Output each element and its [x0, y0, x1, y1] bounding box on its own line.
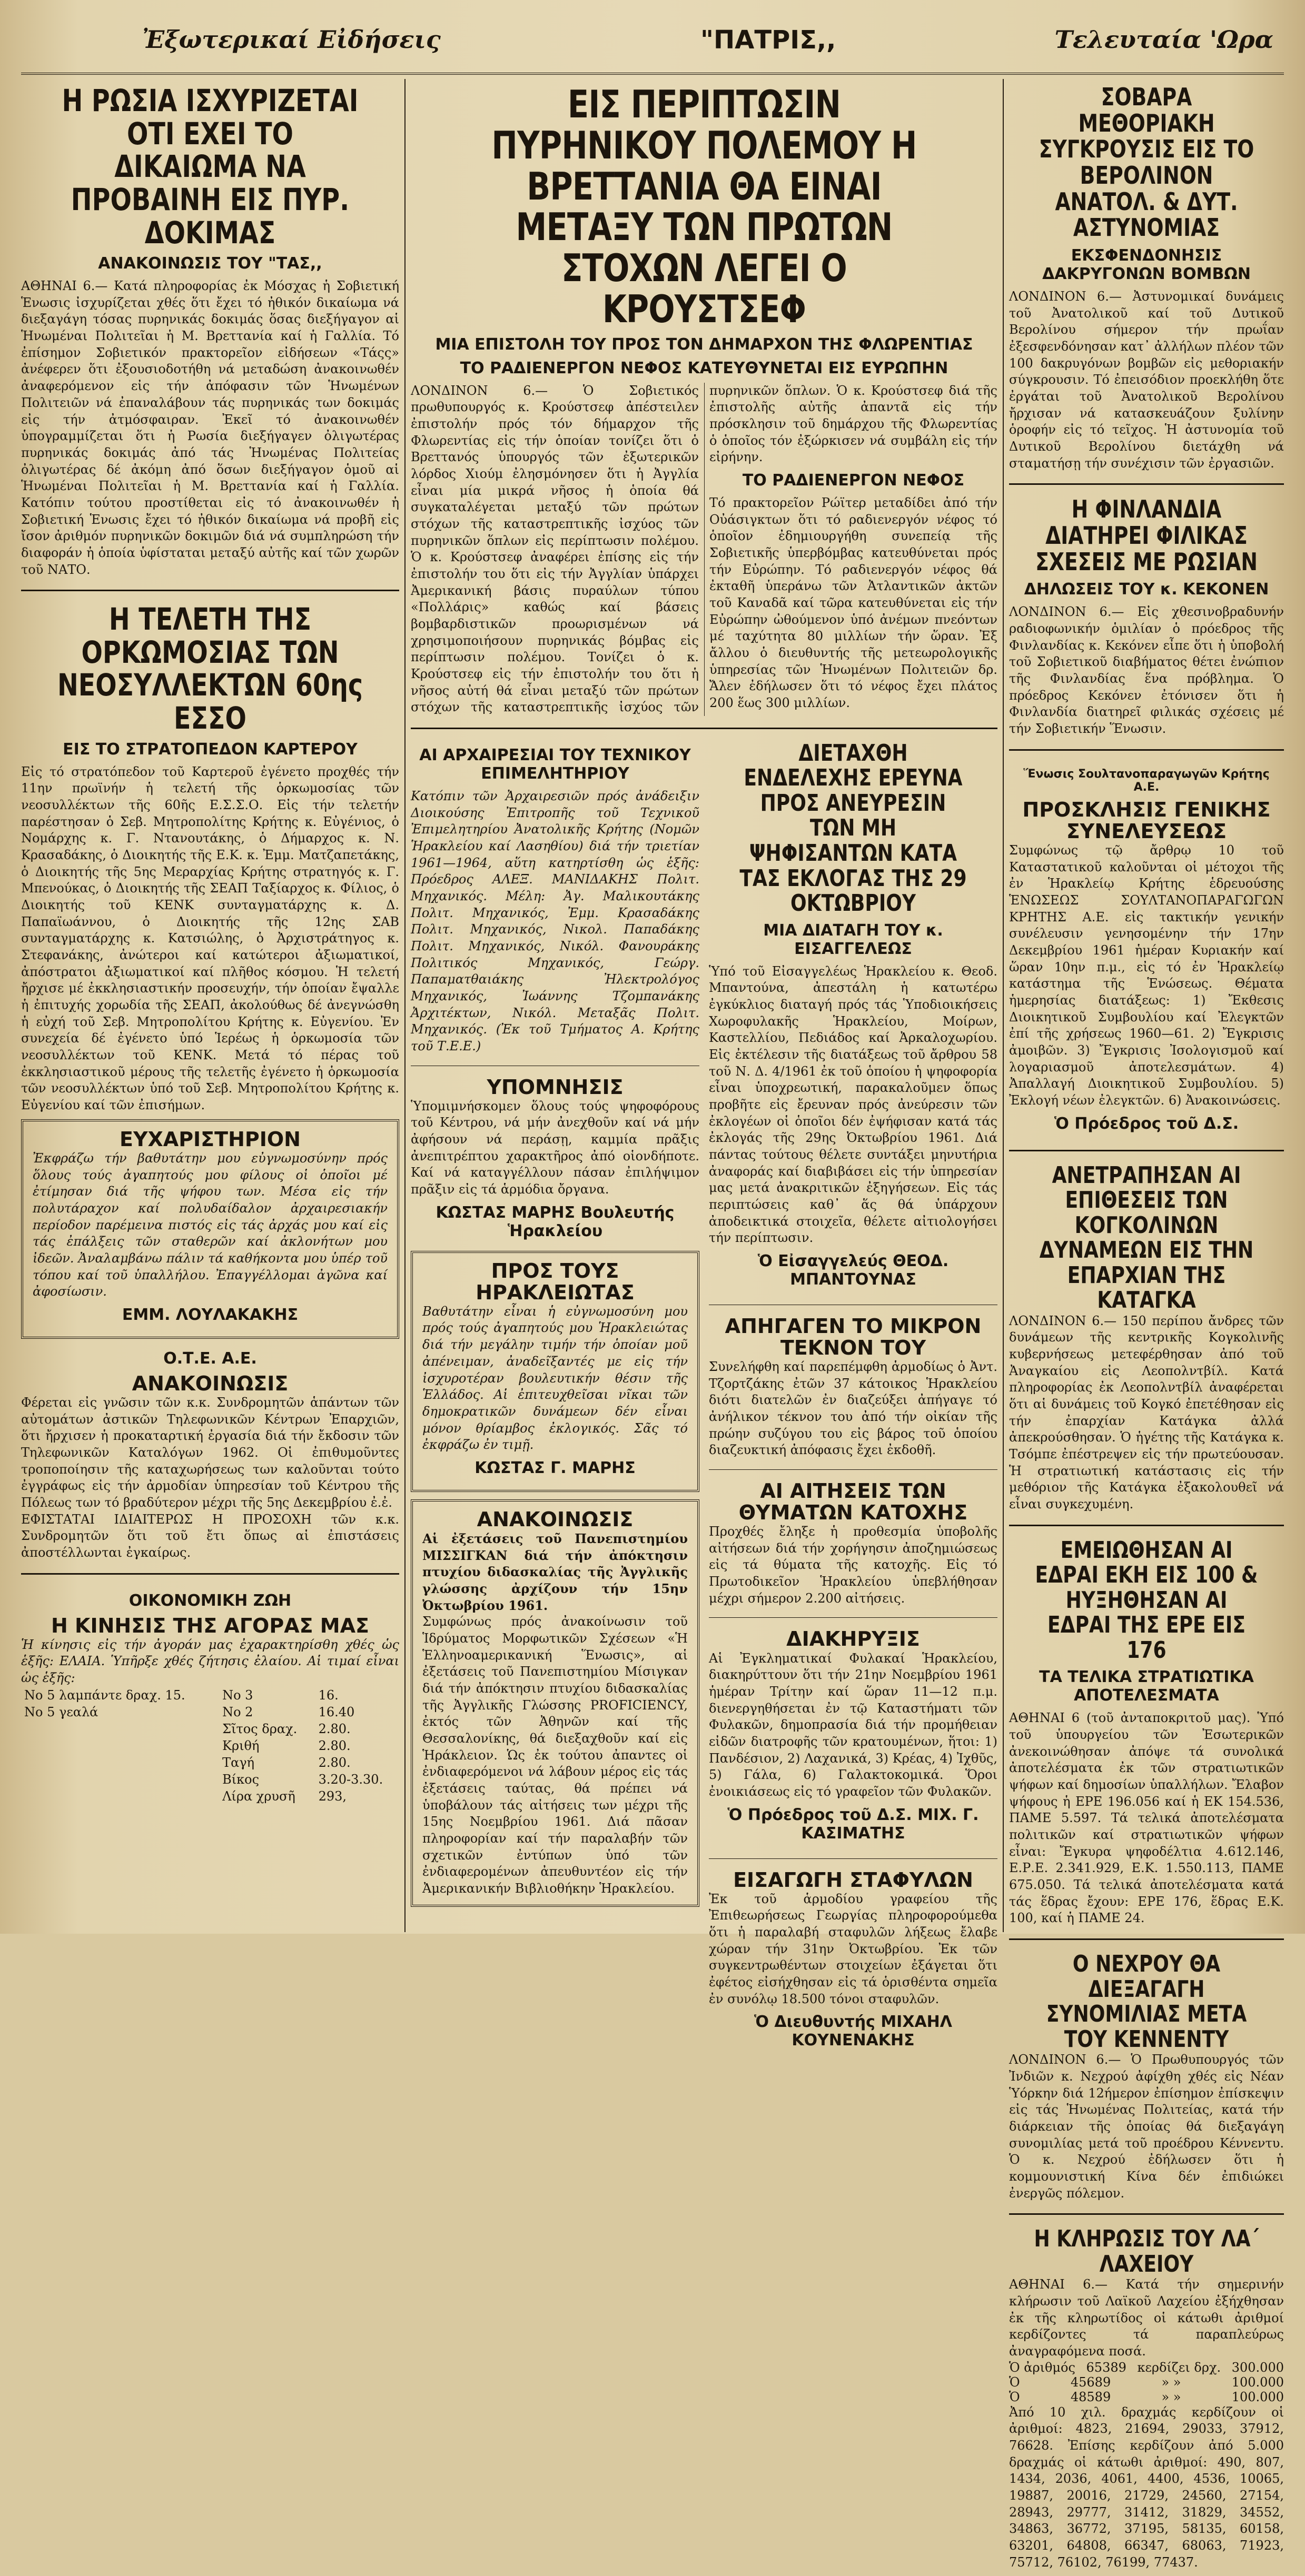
headline: ΑΝΑΚΟΙΝΩΣΙΣ: [132, 1371, 289, 1395]
lottery-cell: Ὁ ἀριθμός: [1009, 2360, 1075, 2375]
lottery-row: [1009, 2360, 1284, 2375]
lottery-row: [1009, 2375, 1284, 2390]
market-cell: No 5 λαμπάντε δραχ. 15.: [24, 1687, 185, 1703]
subheadline: ΔΗΛΩΣΕΙΣ ΤΟΥ κ. ΚΕΚΟΝΕΝ: [1024, 580, 1269, 599]
market-cell: Κριθή: [222, 1738, 260, 1753]
lottery-cell: 100.000: [1231, 2374, 1284, 2390]
article-victims: [709, 1475, 997, 1612]
article-body: ΛΟΝΔΙΝΟΝ 6.— Ὁ Πρωθυπουργός τῶν Ἰνδιῶν κ. Νεχρού ἀφίχθη χθές εἰς Νέαν Ὑόρκην διά 12ήμερον ἐπίσημον ἐπίσκεψιν εἰς τάς Ἡνωμένας Πολιτείας, κατά τήν διάρκειαν τῆς ὁποίας θά διεξαγάγη συνομιλίας μετά τοῦ προέδρου Κέννεντυ. Ὁ κ. Νεχρού ἐδήλωσεν ὅτι ἡ κομμουνιστική Κίνα δέν ἐπιδιώκει ἐνεργῶς πόλεμον.: [1009, 2052, 1284, 2201]
article-body: ΑΘΗΝΑΙ 6.— Κατά πληροφορίας ἐκ Μόσχας ἡ Σοβιετική Ἑνωσις ἰσχυρίζεται χθές ὅτι ἔχει τό ἠθικόν δικαίωμα νά διεξαγάγη τόσας πυρηνικάς δοκιμάς ὅσας διεξήγαγον αἱ Ἡνωμέναι Πολιτεῖαι ἡ Μ. Βρεττανία καί ἡ Γαλλία. Τό ἐπίσημον Σοβιετικόν πρακτορεῖον εἰδήσεων «Τάςς» ἀνέφερεν ὅτι ἐξουσιοδοτήθη νά μεταδώση ἀνακοινωθέν ἀναφερόμενον εἰς τήν ἀπόφασιν τῶν Ἡνωμένων Πολιτειῶν νά ἐπαναλάβουν τάς πυρηνικάς των δοκιμάς εἰς τήν ἀτμόσφαιραν. Ἐκεῖ τό ἀνακοινωθέν ὑπογραμμίζεται ὅτι ἡ Ρωσία διεξήγαγεν ὀλιγωτέρας πυρηνικάς δοκιμάς ἀπό τάς Ἡνωμένας Πολιτείας ὀλιγωτέρας δέ ἀκόμη ἀπό ὅσων διεξήγαγον ὁμοῦ αἱ Ἡνωμέναι Πολιτεῖαι ἡ Μ. Βρεττανία καί ἡ Γαλλία. Κατόπιν τούτου προστίθεται εἰς τό ἀνακοινωθέν ἡ Σοβιετική Ἑνωσις ἔχει τό ἠθικόν δικαίωμα νά προβῆ εἰς ἴσον ἀριθμόν πυρηνικῶν δοκιμῶν διά νά συμπληρώση τήν διαφοράν ἡ ὁποία ὑφίσταται μεταξύ αὐτῆς καί τῶν χωρῶν τοῦ ΝΑΤΟ.: [21, 279, 399, 577]
headline: Ο ΝΕΧΡΟΥ ΘΑ ΔΙΕΞΑΓΑΓΗ ΣΥΝΟΜΙΛΙΑΣ ΜΕΤΑ ΤΟΥ ΚΕΝΝΕΝΤΥ: [1046, 1951, 1247, 2053]
article-diakirixis: [709, 1623, 997, 1853]
article-russia: [21, 79, 399, 583]
inner-headline: ΤΟ ΡΑΔΙΕΝΕΡΓΟΝ ΝΕΦΟΣ: [742, 471, 965, 490]
signature: Ὁ Εἰσαγγελεύς ΘΕΟΔ. ΜΠΑΝΤΟΥΝΑΣ: [757, 1251, 949, 1289]
lottery-cell: 45689: [1070, 2374, 1111, 2390]
headline: ΕΙΣΑΓΩΓΗ ΣΤΑΦΥΛΩΝ: [733, 1868, 973, 1892]
lottery-cell: 48589: [1070, 2389, 1111, 2404]
lottery-results: [1009, 2360, 1284, 2404]
notice-subtitle: Αἱ ἐξετάσεις τοῦ Πανεπιστημίου ΜΙΣΣΙΓΚΑΝ διά τήν ἀπόκτησιν πτυχίου διδασκαλίας τῆς Ἀγγλικῆς γλώσσης ἀρχίζουν τήν 15ην Ὀκτωβρίου 1961.: [422, 1530, 688, 1613]
subheadline: ΑΝΑΚΟΙΝΩΣΙΣ ΤΟΥ "ΤΑΣ,,: [98, 254, 322, 273]
section-label-foreign-news: Ἐξωτερικαί Εἰδήσεις: [142, 25, 441, 54]
article-investigation: [709, 735, 997, 1299]
article-body: Ὑπό τοῦ Εἰσαγγελέως Ἡρακλείου κ. Θεοδ. Μπαντούνα, ἀπεστάλη ἡ κατωτέρω ἐγκύκλιος διαταγή πρός τάς Ὑποδιοικήσεις Χωροφυλακῆς Ἡρακλείου, Μοίρων, Καστελλίου, Πεδιάδος καί Ἀρκαλοχωρίου. Εἰς ἐκτέλεσιν τῆς διατάξεως τοῦ ἄρθρου 58 τοῦ Ν. Δ. 4/1961 ἐκ τοῦ ὁποίου ἡ ψηφοφορία εἶναι ὑποχρεωτική, παρακαλοῦμεν ὅπως προβῆτε εἰς ἔρευναν πρός ἀνεύρεσιν τῶν ἐκλογέων οἱ ὁποῖοι δέν ἐψήφισαν κατά τάς ἐκλογάς τῆς 29ης Ὀκτωβρίου 1961. Διά πάντας τούτους θέλετε συντάξει μηνυτήρια ἀναφοράς καί διαβιβάσει εἰς τήν ὑπηρεσίαν μας μετά ἀνακριτικῶν ἐξηγήσεων. Εἰς τάς περιπτώσεις καθ᾽ ἅς θά ὑπάρχουν ἀποδεικτικά στοιχεῖα, θέλετε αἰτιολογήσει τήν περίπτωσιν.: [709, 963, 997, 1246]
notice-heraklion: [411, 1251, 699, 1492]
article-election: [1009, 1533, 1284, 1932]
notice-michigan: [411, 1499, 699, 1907]
article-body: Συμφώνως τῷ ἄρθρῳ 10 τοῦ Καταστατικοῦ καλοῦνται οἱ μέτοχοι τῆς ἐν Ἡρακλείῳ Κρήτης ἑδρευούσης ἙΝΩΣΕΩΣ ΣΟΥΛΤΑΝΟΠΑΡΑΓΩΓΩΝ ΚΡΗΤΗΣ Α.Ε. εἰς τακτικήν γενικήν συνέλευσιν γενησομένην τήν 17ην Δεκεμβρίου 1961 ἡμέραν Κυριακήν καί ὥραν 10ην π.μ., εἰς τό ἐν Ἡρακλείῳ κατάστημα τῆς Ἑνώσεως. Θέματα ἡμερησίας διατάξεως: 1) Ἔκθεσις Διοικητικοῦ Συμβουλίου καί Ἐλεγκτῶν ἐπί τῆς χρήσεως 1960—61. 2) Ἔγκρισις ἀμοιβῶν. 3) Ἔγκρισις Ἰσολογισμοῦ καί λογαριασμοῦ ἀποτελεσμάτων. 4) Ἀπαλλαγή Διοικητικοῦ Συμβουλίου. 5) Ἐκλογή νέων ἐλεγκτῶν. 6) Ἀνακοινώσεις.: [1009, 842, 1284, 1108]
market-cell: [21, 1788, 219, 1805]
subheadline: ΜΙΑ ΔΙΑΤΑΓΗ ΤΟΥ κ. ΕΙΣΑΓΓΕΛΕΩΣ: [763, 921, 943, 958]
divider: [1009, 2213, 1284, 2215]
divider: [21, 1573, 399, 1575]
market-cell: 16.40: [318, 1704, 355, 1719]
subheadline: ΤΟ ΡΑΔΙΕΝΕΡΓΟΝ ΝΕΦΟΣ ΚΑΤΕΥΘΥΝΕΤΑΙ ΕΙΣ ΕΥΡΩΠΗΝ: [460, 359, 948, 377]
lottery-cell: κερδίζει δρχ.: [1137, 2360, 1221, 2375]
lottery-cell: 300.000: [1231, 2360, 1284, 2375]
column-divider: [404, 79, 406, 1932]
market-cell: Σῖτος δραχ.: [222, 1721, 298, 1736]
market-cell: 293,: [318, 1788, 347, 1804]
section-title: ΟΙΚΟΝΟΜΙΚΗ ΖΩΗ: [128, 1591, 292, 1610]
notice-title: ΕΥΧΑΡΙΣΤΗΡΙΟΝ: [120, 1127, 301, 1151]
market-cell: 2.80.: [318, 1738, 351, 1753]
article-body: ΛΟΝΔΙΝΟΝ 6.— Εἰς χθεσινοβραδυνήν ραδιοφωνικήν ὁμιλίαν ὁ πρόεδρος τῆς Φινλανδίας κ. Κεκόνεν εἶπε ὅτι ἡ ὑποβολή τοῦ Σοβιετικοῦ διαβήματος θέτει ἐνώπιον τῆς Φινλανδίας ἕνα πρόβλημα. Ὁ πρόεδρος Κεκόνεν ἐτόνισεν ὅτι ἡ Φινλανδία διατηρεῖ φιλικάς σχέσεις μέ τήν Σοβιετικήν Ἕνωσιν.: [1009, 604, 1284, 737]
article-council: [411, 735, 699, 1060]
market-row: [21, 1720, 399, 1737]
notice-title: ΠΡΟΣ ΤΟΥΣ ΗΡΑΚΛΕΙΩΤΑΣ: [476, 1259, 635, 1304]
market-cell: Ταγή: [222, 1755, 255, 1770]
article-body: Προχθές ἔληξε ἡ προθεσμία ὑποβολῆς αἰτήσεων διά τήν χορήγησιν ἀποζημιώσεως εἰς τά θύματα τῆς κατοχῆς. Εἰς τό Πρωτοδικεῖον Ἡρακλείου ὑπεβλήθησαν μέχρι σήμερον 2.200 αἰτήσεις.: [709, 1524, 997, 1606]
market-cell: No 5 γεαλά: [24, 1704, 98, 1719]
article-body: Ὑπομιμνήσκομεν ὅλους τούς ψηφοφόρους τοῦ Κέντρου, νά μήν ἀνεχθοῦν καί νά μήν ἀφήσουν νά περάσῃ, καμμία πρᾶξις ἀνεπιτρέπτου χαρακτῆρος ἀπό οἱονδήποτε. Καί νά καταγγέλλουν πάσαν ἐπιλήψιμον πρᾶξιν εἰς τά ἁρμόδια ὄργανα.: [411, 1098, 699, 1197]
lottery-cell: » »: [1161, 2374, 1181, 2390]
headline: ΔΙΑΚΗΡΥΞΙΣ: [786, 1627, 920, 1651]
article-memo: [411, 1071, 699, 1251]
notice-signature: ΚΩΣΤΑΣ Γ. ΜΑΡΗΣ: [474, 1458, 636, 1477]
headline: ΠΡΟΣΚΛΗΣΙΣ ΓΕΝΙΚΗΣ ΣΥΝΕΛΕΥΣΕΩΣ: [1022, 798, 1271, 843]
headline: ΑΙ ΑΙΤΗΣΕΙΣ ΤΩΝ ΘΥΜΑΤΩΝ ΚΑΤΟΧΗΣ: [738, 1479, 968, 1525]
lottery-cell: 100.000: [1231, 2389, 1284, 2404]
article-market: [21, 1581, 399, 1810]
subheadline: ΜΙΑ ΕΠΙΣΤΟΛΗ ΤΟΥ ΠΡΟΣ ΤΟΝ ΔΗΜΑΡΧΟΝ ΤΗΣ ΦΛΩΡΕΝΤΙΑΣ: [435, 335, 973, 354]
section-label-last-hour: Τελευταία 'Ωρα: [1054, 25, 1273, 54]
headline: ΥΠΟΜΝΗΣΙΣ: [487, 1075, 624, 1099]
article-oath: [21, 598, 399, 1119]
divider: [709, 1617, 997, 1618]
market-cell: No 2: [222, 1704, 253, 1719]
market-cell: No 3: [222, 1687, 253, 1703]
article-body-columns: [411, 383, 997, 716]
article-body: Ἀπό 10 χιλ. δραχμάς κερδίζουν οἱ ἀριθμοί: 4823, 21694, 29033, 37912, 76628. Ἐπίσης κερδίζουν ἀπό 5.000 δραχμάς οἱ κάτωθι ἀριθμοί: 490, 807, 1434, 2036, 4061, 4400, 4536, 10065, 19887, 20016, 21729, 24560, 27154, 28943, 29777, 31412, 31829, 34552, 34863, 36772, 37195, 58135, 60158, 63201, 64808, 66347, 68063, 71923, 75712, 76102, 76199, 77437.: [1009, 2404, 1284, 2570]
notice-thanks: [21, 1119, 399, 1339]
notice-body: Ἐκφράζω τήν βαθυτάτην μου εὐγνωμοσύνην πρός ὅλους τούς ἀγαπητούς μου φίλους οἱ ὁποῖοι μέ ἐτίμησαν διά τῆς ψήφου των. Μέσα εἰς τήν πολυτάραχον καί πολυδαίδαλον ἀρχαιρεσιακήν περίοδον παρέμεινα πιστός εἰς τάς ἀρχάς μου καί εἰς τάς ἐπάλξεις τῶν σταθερῶν καί ἀκλονήτων μου ἰδεῶν. Ἀναλαμβάνω πάλιν τά καθήκοντα μου ὑπέρ τοῦ τόπου καί τοῦ ὑπαλλήλου. Ἐπαγγέλλομαι ἀγῶνα καί ἀφοσίωσιν.: [33, 1150, 388, 1299]
market-price-table: [21, 1687, 399, 1805]
notice-signature: ΕΜΜ. ΛΟΥΛΑΚΑΚΗΣ: [122, 1305, 299, 1324]
market-row: [21, 1771, 399, 1788]
market-row: [21, 1704, 399, 1720]
market-cell: [21, 1771, 219, 1788]
market-cell: Βίκος: [222, 1772, 260, 1787]
subheadline: ΕΙΣ ΤΟ ΣΤΡΑΤΟΠΕΔΟΝ ΚΑΡΤΕΡΟΥ: [63, 740, 358, 759]
column-center: [411, 79, 997, 2050]
article-grapes: [709, 1864, 997, 2061]
article-body: Αἱ Ἐγκληματικαί Φυλακαί Ἡρακλείου, διακηρύττουν ὅτι τήν 21ην Νοεμβρίου 1961 ἡμέραν Τρίτην καί ὥραν 11—12 π.μ. διενεργηθήσεται ἐν τῷ Καταστήματι τῶν Φυλακῶν, δημοπρασία διά τήν προμήθειαν εἰδῶν διατροφῆς τῶν κρατουμένων, ἥτοι: 1) Πανδέσιον, 2) Λαχανικά, 3) Κρέας, 4) Ἰχθῦς, 5) Γάλα, 6) Γαλακτοκομικά. Ὅροι ἐνοικιάσεως εἰς τό γραφεῖον τῶν Φυλακῶν.: [709, 1650, 997, 1799]
lottery-row: [1009, 2390, 1284, 2404]
market-cell: 2.80.: [318, 1755, 351, 1770]
headline: Η ΚΛΗΡΩΣΙΣ ΤΟΥ ΛΑ΄ ΛΑΧΕΙΟΥ: [1034, 2225, 1259, 2277]
subheadline: ΤΑ ΤΕΛΙΚΑ ΣΤΡΑΤΙΩΤΙΚΑ ΑΠΟΤΕΛΕΣΜΑΤΑ: [1039, 1668, 1254, 1705]
org-name: Ο.Τ.Ε. Α.Ε.: [163, 1349, 257, 1368]
article-body: Συνελήφθη καί παρεπέμφθη ἁρμοδίως ὁ Ἀντ. Τζορτζάκης ἐτῶν 37 κάτοικος Ἡρακλείου διότι διατελῶν ἐν διαζεύξει ἀπήγαγε τό ἀνήλικον τέκνον του ἀπό τήν οἰκίαν τῆς πρώην συζύγου του εἰς βάρος τοῦ ὁποίου διαζευκτική ἀπόφασις ἔχει ἐκδοθῆ.: [709, 1359, 997, 1458]
article-body: ΛΟΝΔΙΝΟΝ 6.— 150 περίπου ἄνδρες τῶν δυνάμεων τῆς κεντρικῆς Κογκολινῆς κυβερνήσεως μετεφέρθησαν ἀπό τοῦ Ἀναγκαίου εἰς Λεοπολντβίλ. Κατά πληροφορίας ἐκ Λεοπολντβίλ ἀναφέρεται ὅτι αἱ δυνάμεις τοῦ Κογκό ἐπετέθησαν εἰς τήν ἐπαρχίαν Κατάγκα ἀλλά ἀπεκρούσθησαν. Ὁ ἡγέτης τῆς Κατάγκα κ. Τσόμπε ἐπέστρεψεν εἰς τήν πρωτεύουσαν. Ἡ στρατιωτική κατάστασις εἰς τήν μεθόριον τῆς Κατάγκα ἐξακολουθεῖ νά εἶναι συγκεχυμένη.: [1009, 1313, 1284, 1512]
article-body: ΛΟΝΔΙΝΟΝ 6.— Ἀστυνομικαί δυνάμεις τοῦ Ἀνατολικοῦ καί τοῦ Δυτικοῦ Βερολίνου σήμερον τήν πρωΐαν ἐξεσφενδόνησαν κατ᾽ ἀλλήλων πλέον τῶν 100 δακρυγόνων βομβῶν εἰς μεθοριακήν σύγκρουσιν. Τό ἐπεισόδιον προεκλήθη ὅτε ἐργάται τοῦ Ἀνατολικοῦ Βερολίνου ἤρχισαν νά κατασκευάζουν ξυλίνην ὁροφήν εἰς τό τεῖχος. Ἡ ἀστυνομία τοῦ Δυτικοῦ Βερολίνου διετάχθη νά σταματήσῃ τήν συνέχισιν τῶν ἐργασιῶν.: [1009, 289, 1284, 471]
lottery-cell: 65389: [1086, 2360, 1126, 2375]
article-nehru: [1009, 1946, 1284, 2207]
article-body: ΕΦΙΣΤΑΤΑΙ ΙΔΙΑΙΤΕΡΩΣ Η ΠΡΟΣΟΧΗ τῶν κ.κ. Συνδρομητῶν ὅτι τοῦ ἔτι ὅπως αἱ ἐπιστάσεις ἀποστέλλωνται ἐγκαίρως.: [21, 1511, 399, 1560]
article-berlin: [1009, 79, 1284, 477]
article-body: ΑΘΗΝΑΙ 6.— Κατά τήν σημερινήν κλήρωσιν τοῦ Λαϊκοῦ Λαχείου ἐξήχθησαν ἐκ τῆς κληρωτίδος οἱ κάτωθι ἀριθμοί κερδίζοντες τά παραπλεύρως ἀναγραφόμενα ποσά.: [1009, 2277, 1284, 2359]
headline: ΔΙΕΤΑΧΘΗ ΕΝΔΕΛΕΧΗΣ ΕΡΕΥΝΑ ΠΡΟΣ ΑΝΕΥΡΕΣΙΝ ΤΩΝ ΜΗ ΨΗΦΙΣΑΝΤΩΝ ΚΑΤΑ ΤΑΣ ΕΚΛΟΓΑΣ ΤΗΣ 29 ΟΚΤΩΒΡΙΟΥ: [739, 739, 967, 917]
main-headline: ΕΙΣ ΠΕΡΙΠΤΩΣΙΝ ΠΥΡΗΝΙΚΟΥ ΠΟΛΕΜΟΥ Η ΒΡΕΤΤΑΝΙΑ ΘΑ ΕΙΝΑΙ ΜΕΤΑΞΥ ΤΩΝ ΠΡΩΤΩΝ ΣΤΟΧΩΝ ΛΕΓΕΙ Ο ΚΡΟΥΣΤΣΕΦ: [491, 82, 917, 331]
article-body: ΛΟΝΔΙΝΟΝ 6.— Ὁ Σοβιετικός πρωθυπουργός κ. Κρούστσεφ ἀπέστειλεν ἐπιστολήν πρός τόν δήμαρχον τῆς Φλωρεντίας εἰς τήν ὁποίαν τονίζει ὅτι ὁ Βρεττανός ὑπουργός τῶν ἐξωτερικῶν λόρδος Χιούμ ἐλησμόνησεν ὅτι ἡ Ἀγγλία εἶναι μία μικρά νῆσος ἡ ὁποία θά συγκαταλέγεται μεταξύ τῶν πρώτων στόχων τῆς καταστρεπτικῆς ἰσχύος τῶν πυρηνικῶν ὅπλων εἰς περίπτωσιν πολέμου. Ὁ κ. Κρούστσεφ ἀναφέρει ἐπίσης εἰς τήν ἐπιστολήν του ὅτι εἰς τήν Ἀγγλίαν ὑπάρχει Ἀμερικανική βάσις πυραύλων τύπου «Πολλάρις» καθώς καί βάσεις βομβαρδιστικῶν προωρισμένων νά χρησιμοποιήσουν πυρηνικάς βόμβας εἰς περίπτωσιν πολέμου. Τονίζει ὁ κ. Κρούστσεφ εἰς τήν ἐπιστολήν του ὅτι ἡ νῆσος αὐτή θά εἶναι μεταξύ τῶν πρώτων στόχων τῆς καταστρεπτικῆς ἰσχύος τῶν πυρηνικῶν ὅπλων. Ὁ κ. Κρούστσεφ διά τῆς ἐπιστολῆς αὐτῆς ἀπαντᾶ εἰς τήν πρόσκλησιν τοῦ δημάρχου τῆς Φλωρεντίας ὁ ὁποῖος τόν ἐξώρκισεν νά συμβάλη εἰς τήν εἰρήνην.: [411, 383, 997, 715]
column-right: [1009, 79, 1284, 2570]
article-body: Εἰς τό στρατόπεδον τοῦ Καρτεροῦ ἐγένετο προχθές τήν 11ην πρωϊνήν ἡ τελετή τῆς ὁρκωμοσίας τῶν νεοσυλλέκτων τῆς 60ῆς Ε.Σ.Σ.Ο. Εἰς τήν τελετήν παρέστησαν ὁ Σεβ. Μητροπολίτης Κρήτης κ. Εὐγένιος, ὁ Νομάρχης κ. Γ. Ντανουτάκης, ὁ Δήμαρχος κ. Ν. Κρασαδάκης, ὁ Διοικητής τῆς Ε.Κ. κ. Ἐμμ. Ματζαπετάκης, ὁ Διοικητής τῆς 5ης Μεραρχίας Κρήτης στρατηγός κ. Γ. Μπενούκας, ὁ Διοικητής τῆς ΣΕΑΠ Ταξίαρχος κ. Φίλιος, ὁ Διοικητής τοῦ ΚΕΝΚ συνταγματάρχης κ. Δ. Παπαϊωάννου, ὁ Διοικητής τῆς 12ης ΣΑΒ συνταγματάρχης κ. Κατσιώλης, ὁ Ἀρχιστράτηγος κ. Στεφανάκης, ἀνώτεροι καί κατώτεροι ἀξιωματικοί, ἀπόστρατοι ἀξιωματικοί καί πλῆθος κόσμου. Ἡ τελετή ἤρχισε μέ ἐκκλησιαστικήν προσευχήν, τήν ὁποίαν ἔψαλλε ἡ ἐπιτυχής χορωδία τῆς ΣΕΑΠ, ἀκολούθως δέ ἀνεγνώσθη ἡ εὐχή τοῦ Σεβ. Μητροπολίτου Κρήτης κ. Εὐγενίου. Ἐν συνεχεία δέ ἐγένετο ὑπό Ἱερέως ἡ ὁρκωμοσία τῶν νεοσυλλέκτων τοῦ ΚΕΝΚ. Μετά τό πέρας τοῦ ἐκκλησιαστικοῦ μέρους τῆς τελετῆς ἐγένετο ἡ ὁρκωμοσία τῶν νεοσυλλέκτων ὑπό τοῦ Σεβ. Μητροπολίτου Κρήτης κ. Εὐγενίου καί τῶν ἐπισήμων.: [21, 764, 399, 1113]
org-name: Ἕνωσις Σουλτανοπαραγωγῶν Κρήτης Α.Ε.: [1023, 767, 1270, 794]
headline: ΑΙ ΑΡΧΑΙΡΕΣΙΑΙ ΤΟΥ ΤΕΧΝΙΚΟΥ ΕΠΙΜΕΛΗΤΗΡΙΟΥ: [419, 745, 691, 783]
article-body: Ἡ κίνησις εἰς τήν ἀγοράν μας ἐχαρακτηρίσθη χθές ὡς ἑξῆς: ΕΛΑΙΑ. Ὑπῆρξε χθές ζήτησις ἐλαίου. Αἱ τιμαί εἶναι ὡς ἑξῆς:: [21, 1637, 399, 1686]
headline: Η ΤΕΛΕΤΗ ΤΗΣ ΟΡΚΩΜΟΣΙΑΣ ΤΩΝ ΝΕΟΣΥΛΛΕΚΤΩΝ 60ης ΕΣΣΟ: [57, 601, 363, 737]
article-ote: [21, 1339, 399, 1567]
article-child: [709, 1310, 997, 1464]
article-body: ΑΘΗΝΑΙ 6 (τοῦ ἀνταποκριτοῦ μας). Ὑπό τοῦ ὑπουργείου τῶν Ἐσωτερικῶν ἀνεκοινώθησαν ἀπόψε τά συνολικά ἀποτελέσματα ἐκ τῶν στρατιωτικῶν ψήφων καί δημοσίων ὑπαλλήλων. Ἔλαβον ψήφους ἡ ΕΡΕ 196.056 καί ἡ ΕΚ 154.536, ΠΑΜΕ 5.597. Τά τελικά ἀποτελέσματα πολιτικῶν καί στρατιωτικῶν ψήφων εἶναι: Ἔγκυρα ψηφοδέλτια 4.612.146, Ε.Ρ.Ε. 2.341.929, Ε.Κ. 1.550.113, ΠΑΜΕ 675.050. Τά τελικά ἀποτελέσματα κατά τάς ἕδρας ἔχουν: ΕΡΕ 176, ἕδρας Ε.Κ. 100, καί ἡ ΠΑΜΕ 24.: [1009, 1710, 1284, 1926]
column-divider: [1003, 79, 1004, 1932]
headline: ΑΠΗΓΑΓΕΝ ΤΟ ΜΙΚΡΟΝ ΤΕΚΝΟΝ ΤΟΥ: [725, 1314, 982, 1359]
signature: Ὁ Πρόεδρος τοῦ Δ.Σ. ΜΙΧ. Γ. ΚΑΣΙΜΑΤΗΣ: [727, 1805, 979, 1843]
masthead: [21, 15, 1284, 75]
market-row: [21, 1754, 399, 1771]
market-cell: Λίρα χρυσῆ: [222, 1788, 295, 1804]
market-cell: [21, 1754, 219, 1771]
lottery-cell: Ὁ: [1009, 2374, 1020, 2390]
market-cell: [21, 1720, 219, 1737]
signature: Ὁ Διευθυντής ΜΙΧΑΗΛ ΚΟΥΝΕΝΑΚΗΣ: [754, 2013, 953, 2050]
article-body: Φέρεται εἰς γνῶσιν τῶν κ.κ. Συνδρομητῶν ἁπάντων τῶν αὐτομάτων ἀστικῶν Τηλεφωνικῶν Κέντρων Ἐπαρχιῶν, ὅτι ἤρχισεν ἡ προκαταρτική ἐργασία διά τήν ἔκδοσιν τῶν Τηλεφωνικῶν Καταλόγων 1962. Οἱ ἐπιθυμοῦντες τροποποίησιν τῆς καταχωρήσεως των καλοῦνται τούτο ἐγγράφως εἰς τήν ἀρμοδίαν ὑπηρεσίαν τοῦ Κέντρου τῆς Πόλεως των τό βραδύτερον μέχρι τῆς 5ης Δεκεμβρίου ἐ.ἐ.: [21, 1395, 399, 1510]
headline: ΣΟΒΑΡΑ ΜΕΘΟΡΙΑΚΗ ΣΥΓΚΡΟΥΣΙΣ ΕΙΣ ΤΟ ΒΕΡΟΛΙΝΟΝ ΑΝΑΤΟΛ. & ΔΥΤ. ΑΣΤΥΝΟΜΙΑΣ: [1039, 83, 1254, 242]
divider: [1009, 1150, 1284, 1151]
notice-title: ΑΝΑΚΟΙΝΩΣΙΣ: [477, 1507, 634, 1531]
lottery-cell: » »: [1161, 2389, 1181, 2404]
divider: [1009, 483, 1284, 485]
article-congo: [1009, 1158, 1284, 1518]
headline: Η ΦΙΝΛΑΝΔΙΑ ΔΙΑΤΗΡΕΙ ΦΙΛΙΚΑΣ ΣΧΕΣΕΙΣ ΜΕ ΡΩΣΙΑΝ: [1035, 495, 1258, 576]
lottery-cell: Ὁ: [1009, 2389, 1020, 2404]
signature: Ὁ Πρόεδρος τοῦ Δ.Σ.: [1054, 1114, 1239, 1133]
headline: ΑΝΕΤΡΑΠΗΣΑΝ ΑΙ ΕΠΙΘΕΣΕΙΣ ΤΩΝ ΚΟΓΚΟΛΙΝΩΝ ΔΥΝΑΜΕΩΝ ΕΙΣ ΤΗΝ ΕΠΑΡΧΙΑΝ ΤΗΣ ΚΑΤΑΓΚΑ: [1039, 1161, 1254, 1314]
market-cell: [21, 1737, 219, 1754]
market-row: [21, 1788, 399, 1805]
center-left-stack: [411, 735, 699, 2060]
article-body: Κατόπιν τῶν Ἀρχαιρεσιῶν πρός ἀνάδειξιν Διοικούσης Ἐπιτροπῆς τοῦ Τεχνικοῦ Ἐπιμελητηρίου Ἀνατολικῆς Κρήτης (Νομῶν Ἡρακλείου καί Λασηθίου) διά τήν τριετίαν 1961—1964, αὕτη κατηρτίσθη ὡς ἑξῆς: Πρόεδρος ΑΛΕΞ. ΜΑΝΙΔΑΚΗΣ Πολιτ. Μηχανικός. Μέλη: Ἀγ. Μαλικουτάκης Πολιτ. Μηχανικός, Ἐμμ. Κρασαδάκης Πολιτ. Μηχανικός, Νικολ. Παπαδάκης Πολιτ. Μηχανικός, Νικόλ. Φανουράκης Πολιτικός Μηχανικός, Γεώργ. Παπαματθαιάκης Ἠλεκτρολόγος Μηχανικός, Ἰωάννης Τζομπανάκης Ἀρχιτέκτων, Νικόλ. Μεταξᾶς Πολιτ. Μηχανικός. (Ἐκ τοῦ Τμήματος Α. Κρήτης τοῦ Τ.Ε.Ε.): [411, 788, 699, 1054]
headline: Η ΡΩΣΙΑ ΙΣΧΥΡΙΖΕΤΑΙ ΟΤΙ ΕΧΕΙ ΤΟ ΔΙΚΑΙΩΜΑ ΝΑ ΠΡΟΒΑΙΝΗ ΕΙΣ ΠΥΡ. ΔΟΚΙΜΑΣ: [62, 83, 359, 251]
article-krushchev: [411, 79, 997, 721]
center-right-stack: [709, 735, 997, 2060]
market-cell: 16.: [318, 1687, 339, 1703]
market-cell: 2.80.: [318, 1721, 351, 1736]
divider: [709, 1858, 997, 1859]
divider: [21, 590, 399, 591]
headline: Η ΚΙΝΗΣΙΣ ΤΗΣ ΑΓΟΡΑΣ ΜΑΣ: [51, 1614, 369, 1637]
notice-body: Συμφώνως πρός ἀνακοίνωσιν τοῦ Ἱδρύματος Μορφωτικῶν Σχέσεων «Ἡ Ἑλληνοαμερικανική Ἕνωσις», αἱ ἐξετάσεις τοῦ Πανεπιστημίου Μίσιγκαν διά τήν ἀπόκτησιν πτυχίου διδασκαλίας τῆς Ἀγγλικῆς Γλώσσης PROFICIENCY, ἐκτός τῶν Ἀθηνῶν καί τῆς Θεσσαλονίκης, θά διεξαχθοῦν καί εἰς Ἡράκλειον. Ὡς ἐκ τούτου ἀπαντες οἱ ἐνδιαφερόμενοι νά λάβουν μέρος εἰς τάς ἐξετάσεις ταύτας, θά πρέπει νά ὑποβάλουν τάς αἰτήσεις των μέχρι τῆς 15ης Νοεμβρίου 1961. Διά πᾶσαν πληροφορίαν καί τήν παραλαβήν τῶν σχετικῶν ἐντύπων ὑπό τῶν ἐνδιαφερομένων ἀπευθυντέον εἰς τήν Ἀμερικανικήν Βιβλιοθήκην Ἡρακλείου.: [422, 1614, 688, 1896]
subheadline: ΕΚΣΦΕΝΔΟΝΗΣΙΣ ΔΑΚΡΥΓΟΝΩΝ ΒΟΜΒΩΝ: [1042, 246, 1251, 284]
article-lottery: [1009, 2221, 1284, 2576]
divider: [709, 1469, 997, 1470]
signature: ΚΩΣΤΑΣ ΜΑΡΗΣ Βουλευτής Ἡρακλείου: [436, 1203, 675, 1240]
market-row: [21, 1737, 399, 1754]
column-left: [21, 79, 399, 1922]
divider: [411, 728, 997, 729]
divider: [1009, 1525, 1284, 1526]
market-cell: 3.20-3.30.: [318, 1772, 383, 1787]
article-finland: [1009, 491, 1284, 742]
market-row: [21, 1687, 399, 1704]
divider: [1009, 749, 1284, 751]
article-body: Ἐκ τοῦ ἁρμοδίου γραφείου τῆς Ἐπιθεωρήσεως Γεωργίας πληροφορούμεθα ὅτι ἡ παραλαβή σταφυλῶν λήξεως ἔλαβε χώραν τήν 31ην Ὀκτωβρίου. Ἐκ τῶν συγκεντρωθέντων στοιχείων ἐξάγεται ὅτι ἐφέτος εἰσήχθησαν εἰς τά ὁρισθέντα σημεῖα ἐν συνόλῳ 18.500 τόνοι σταφυλῶν.: [709, 1891, 997, 2006]
notice-body: Βαθυτάτην εἶναι ἡ εὐγνωμοσύνη μου πρός τούς ἀγαπητούς μου Ἡρακλειώτας διά τήν μεγάλην τιμήν τήν ὁποίαν μοῦ ἀπένειμαν, ἀναδεῖξαντές με εἰς τήν ἰσχυροτέραν βουλευτικήν θέσιν τῆς Ἑλλάδος. Αἱ ἐπιτευχθεῖσαι νῖκαι τῶν δημοκρατικῶν δυνάμεων δέν εἶναι μόνον θρίαμβος ἐκλογικός. Σᾶς τό ἐκφράζω ἐν τιμῇ.: [422, 1304, 688, 1453]
newspaper-name: "ΠΑΤΡΙΣ,,: [700, 25, 836, 55]
article-union: [1009, 757, 1284, 1143]
divider: [1009, 1938, 1284, 1940]
headline: ΕΜΕΙΩΘΗΣΑΝ ΑΙ ΕΔΡΑΙ ΕΚΗ ΕΙΣ 100 & ΗΥΞΗΘΗΣΑΝ ΑΙ ΕΔΡΑΙ ΤΗΣ ΕΡΕ ΕΙΣ 176: [1035, 1536, 1258, 1664]
center-lower-grid: [411, 735, 997, 2060]
article-body: Τό πρακτορεῖον Ρώϊτερ μεταδίδει ἀπό τήν Οὐάσιγκτων ὅτι τό ραδιενεργόν νέφος τό ὁποῖον ἐδημιουργήθη συνεπείᾳ τῆς Σοβιετικῆς ὑπερβόμβας κατευθύνεται πρός τήν Εὐρώπην. Τό ραδιενεργόν νέφος θά ἐκταθῆ ὑπεράνω τῶν Ἀτλαντικῶν ἀκτῶν τοῦ Καναδᾶ καί τῶρα κατευθύνεται εἰς τήν Εὐρώπην ὠθούμενον ὑπό ἀνέμων πνεόντων μέ ταχύτητα 80 μιλλίων τήν ὥραν. Ἐξ ἄλλου ὁ διευθυντής τῆς μετεωρολογικῆς ὑπηρεσίας τῶν Ἡνωμένων Πολιτειῶν δρ. Ἄλεν ἐδήλωσεν ὅτι τό νέφος ἔχει πλάτος 200 ἕως 300 μιλλίων.: [709, 495, 997, 710]
